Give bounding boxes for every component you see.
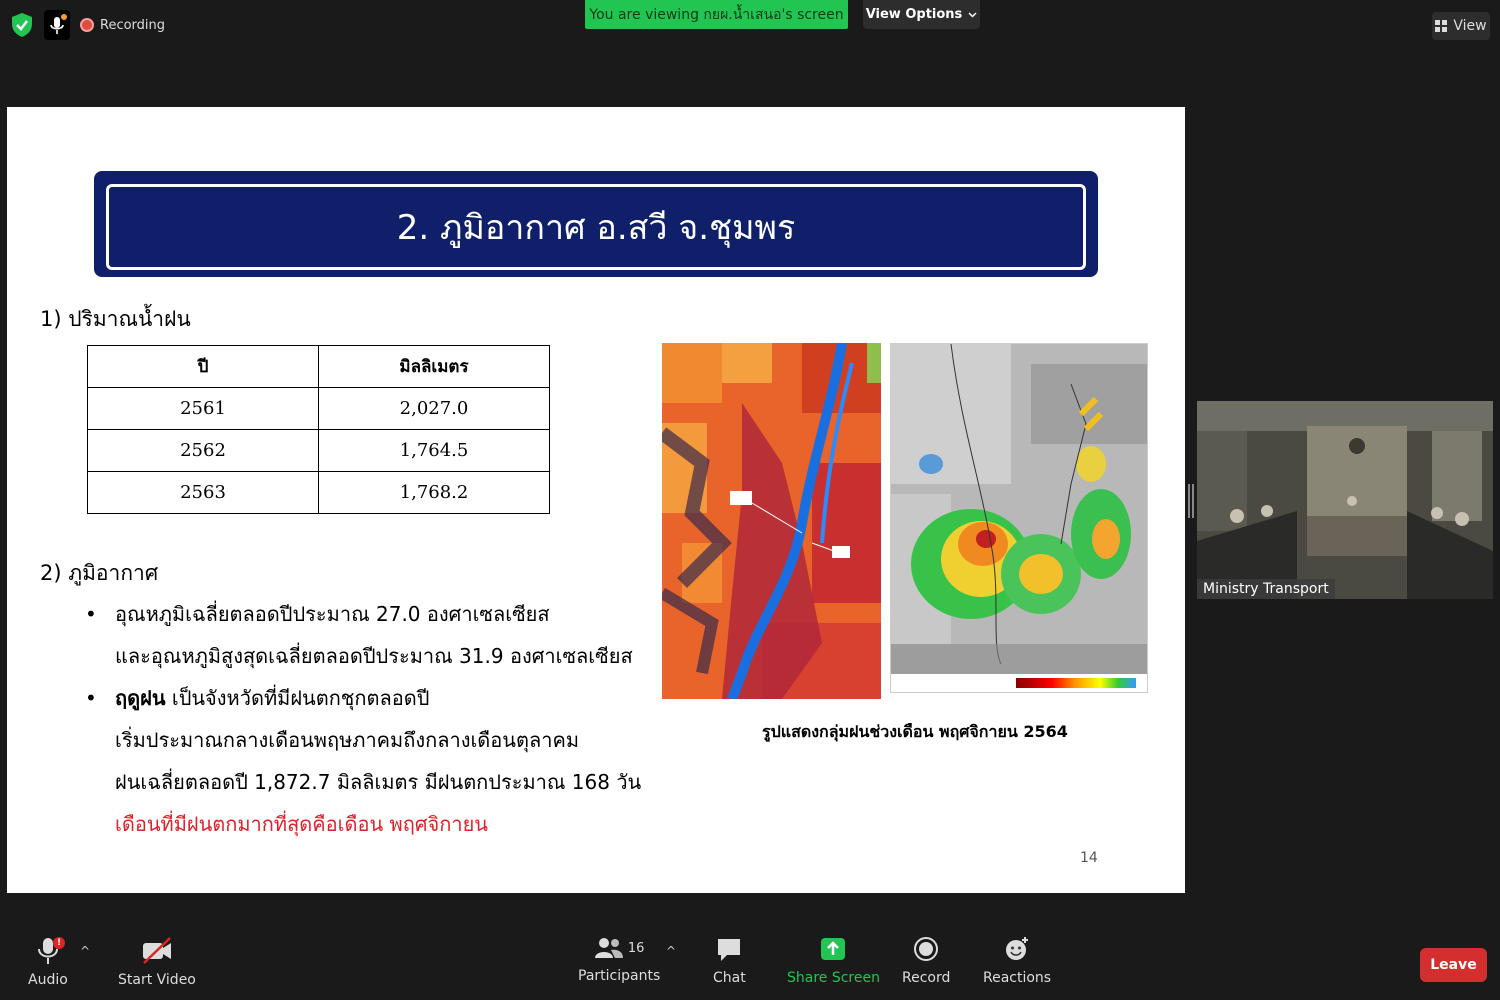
list-item-continued (85, 761, 645, 803)
participants-icon (594, 934, 624, 962)
slide-page-number: 14 (1080, 850, 1098, 866)
table-header-mm: มิลลิเมตร (319, 346, 550, 388)
table-cell: 1,764.5 (319, 430, 550, 472)
share-screen-button[interactable] (787, 934, 880, 986)
top-bar (0, 0, 1500, 52)
meeting-toolbar (0, 924, 1500, 1000)
list-item-continued (85, 719, 645, 761)
bullet2-line3: ฝนเฉลี่ยตลอดปี 1,872.7 มิลลิเมตร มีฝนตกประมาณ 168 วัน (115, 770, 642, 794)
shared-screen-slide (7, 107, 1185, 893)
slide-title: 2. ภูมิอากาศ อ.สวี จ.ชุมพร (396, 208, 796, 248)
table-row (88, 472, 550, 514)
share-screen-label: Share Screen (787, 970, 880, 986)
chevron-down-icon (968, 12, 977, 18)
start-video-label: Start Video (118, 972, 196, 988)
table-row (88, 388, 550, 430)
resize-handle[interactable] (1188, 484, 1194, 518)
recording-dot-icon (80, 18, 94, 32)
view-layout-button[interactable] (1432, 12, 1490, 40)
list-item (85, 677, 645, 719)
participants-icon-group (594, 934, 645, 962)
slide-title-frame (106, 184, 1086, 270)
smiley-plus-icon (1003, 934, 1031, 964)
temperature-map-image (662, 343, 881, 699)
table-cell: 2563 (88, 472, 319, 514)
video-off-icon (140, 934, 174, 966)
record-button[interactable] (902, 934, 950, 986)
security-shield-icon[interactable] (10, 12, 34, 38)
climate-heading: 2) ภูมิอากาศ (40, 561, 159, 585)
rainy-season-label: ฤดูฝน (115, 686, 166, 710)
slide-title-box (94, 171, 1098, 277)
view-options-label: View Options (865, 7, 963, 22)
recording-indicator[interactable] (80, 13, 165, 37)
view-options-button[interactable] (863, 0, 980, 29)
bullet2-line2: เริ่มประมาณกลางเดือนพฤษภาคมถึงกลางเดือนตุลาคม (115, 728, 580, 752)
list-item-continued (85, 803, 645, 845)
table-header-year: ปี (88, 346, 319, 388)
chat-button[interactable] (713, 934, 746, 986)
rainfall-table (87, 345, 550, 514)
audio-label: Audio (28, 972, 68, 988)
audio-alert-badge: ! (53, 937, 65, 949)
bullet1-line1: อุณหภูมิเฉลี่ยตลอดปีประมาณ 27.0 องศาเซลเซียส (115, 602, 550, 626)
map-caption: รูปแสดงกลุ่มฝนช่วงเดือน พฤศจิกายน 2564 (762, 722, 1068, 741)
bullet1-line2: และอุณหภูมิสูงสุดเฉลี่ยตลอดปีประมาณ 31.9 องศาเซลเซียส (115, 644, 633, 668)
participants-button[interactable] (578, 934, 660, 984)
participants-label: Participants (578, 968, 661, 984)
view-label: View (1453, 18, 1487, 34)
participants-count: 16 (627, 940, 645, 956)
audio-options-caret-icon[interactable]: ^ (80, 944, 91, 958)
share-screen-icon (819, 934, 847, 964)
record-label: Record (902, 970, 951, 986)
list-item-continued (85, 635, 645, 677)
table-cell: 2561 (88, 388, 319, 430)
participant-name: Ministry Transport (1197, 579, 1335, 599)
participant-video-tile[interactable] (1197, 401, 1493, 599)
chat-icon (715, 934, 743, 964)
table-row (88, 430, 550, 472)
list-item (85, 593, 645, 635)
start-video-button[interactable] (118, 934, 196, 988)
viewing-screen-banner: You are viewing กยผ.น้ำเสนอ's screen (585, 0, 848, 29)
bullet2-line1: เป็นจังหวัดที่มีฝนตกชุกตลอดปี (165, 686, 430, 710)
bullet-icon: • (85, 602, 97, 626)
grid-icon (1435, 20, 1447, 32)
record-icon (912, 934, 940, 964)
climate-bullets (85, 593, 645, 845)
bullet2-line4: เดือนที่มีฝนตกมากที่สุดคือเดือน พฤศจิกายน (115, 812, 488, 836)
participants-options-caret-icon[interactable]: ^ (666, 944, 677, 958)
table-header-row (88, 346, 550, 388)
audio-status-icon[interactable] (44, 10, 70, 40)
table-cell: 2562 (88, 430, 319, 472)
leave-meeting-button[interactable]: Leave (1420, 948, 1487, 982)
recording-label: Recording (100, 17, 166, 33)
table-cell: 1,768.2 (319, 472, 550, 514)
chat-label: Chat (713, 970, 746, 986)
rain-cluster-map-image (890, 343, 1148, 693)
table-cell: 2,027.0 (319, 388, 550, 430)
reactions-label: Reactions (983, 970, 1052, 986)
rainfall-heading: 1) ปริมาณน้ำฝน (40, 307, 191, 331)
bullet-icon: • (85, 686, 97, 710)
reactions-button[interactable] (983, 934, 1051, 986)
